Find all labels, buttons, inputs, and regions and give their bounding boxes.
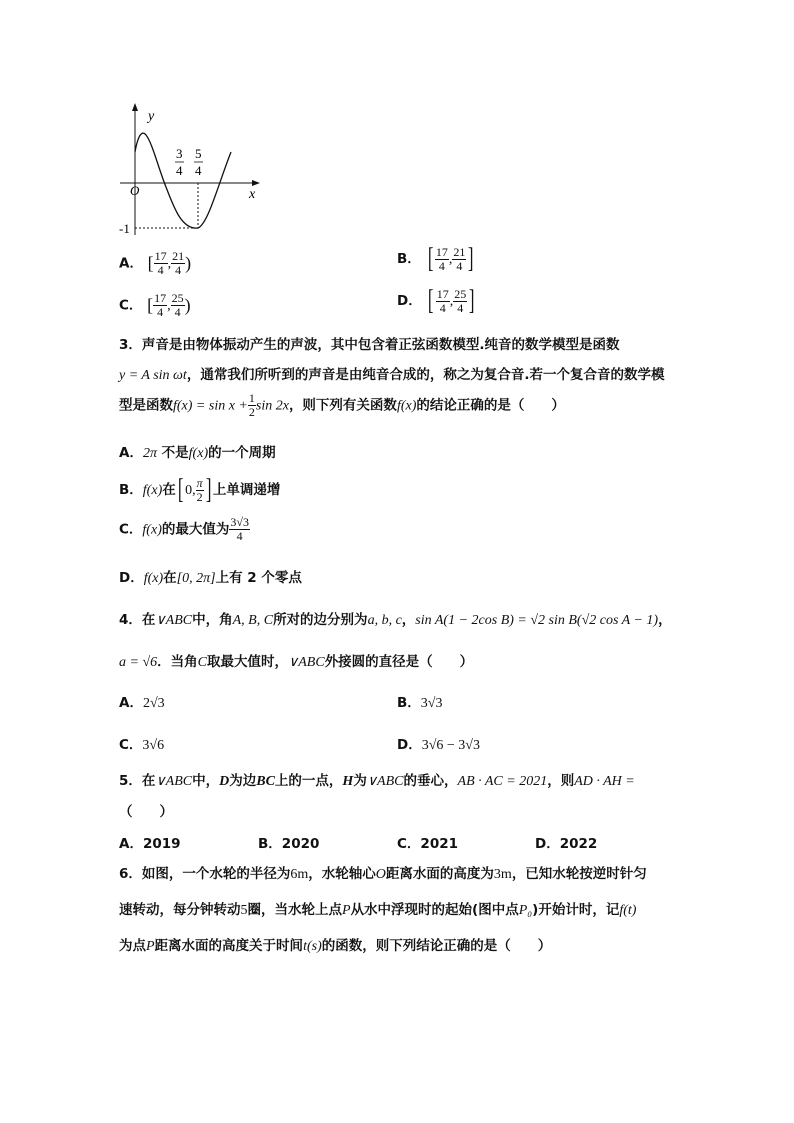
q3-option-b[interactable]: B．f(x)在[ 0, $\frac{\pi}{2}$ ] 上单调递增 <box>119 474 281 505</box>
q4-option-d[interactable]: D．3√6 − 3√3 <box>397 737 480 753</box>
y-axis-arrow <box>132 103 138 111</box>
q6-line3: 为点P距离水面的高度关于时间t(s)的函数，则下列结论正确的是（ ） <box>119 938 552 954</box>
tick-neg1-label: -1 <box>119 221 130 236</box>
q3-option-c[interactable]: C．f(x)的最大值为 $\frac{3√3}{4}$ <box>119 515 249 543</box>
x-axis-label: x <box>249 187 256 202</box>
frac2-den: 4 <box>195 163 202 178</box>
q4-option-a[interactable]: A．2√3 <box>119 695 165 711</box>
q3-option-d[interactable]: D．f(x)在[0, 2π]上有 2 个零点 <box>119 570 302 586</box>
frac1-num: 3 <box>176 146 183 161</box>
q3-line2: y = A sin ωt，通常我们所听到的声音是由纯音合成的，称之为复合音.若一个复合音的数学模 <box>119 367 665 383</box>
origin-label: O <box>130 183 140 198</box>
q5-option-b[interactable]: B．2020 <box>258 836 320 852</box>
q4-option-b[interactable]: B．3√3 <box>397 695 443 711</box>
q2-option-c[interactable]: C． [ $\frac{17}{4}$ , $\frac{25}{4}$ ) <box>119 291 191 319</box>
q5-option-c[interactable]: C．2021 <box>397 836 458 852</box>
q2-option-b[interactable]: B． [ $\frac{17}{4}$ , $\frac{21}{4}$ ] <box>397 243 474 274</box>
x-axis-arrow <box>252 180 260 186</box>
y-axis-label: y <box>148 109 155 124</box>
q3-line1: 3．声音是由物体振动产生的声波，其中包含着正弦函数模型.纯音的数学模型是函数 <box>119 337 620 353</box>
q4-line2: a = √6．当角C取最大值时，∨ABC外接圆的直径是（ ） <box>119 654 474 670</box>
q4-line1: 4．在∨ABC中，角A, B, C所对的边分别为a, b, c，sin A(1 − 2cos B) = √2 sin B(√2 cos A − 1)， <box>119 612 672 628</box>
q6-line1: 6．如图，一个水轮的半径为6m，水轮轴心O距离水面的高度为3m，已知水轮按逆时针匀 <box>119 866 647 882</box>
q4-option-c[interactable]: C．3√6 <box>119 737 165 753</box>
q5-option-d[interactable]: D．2022 <box>535 836 598 852</box>
q2-option-a[interactable]: A． [ $\frac{17}{4}$ , $\frac{21}{4}$ ) <box>119 249 192 277</box>
frac1-den: 4 <box>176 163 183 178</box>
frac2-num: 5 <box>195 146 202 161</box>
q5-line2: （ ） <box>119 804 173 820</box>
sine-graph <box>118 100 268 240</box>
q3-line3: 型是函数f(x) = sin x + $\frac{1}{2}$ sin 2x，则下列有关函数f(x)的结论正确的是（ ） <box>119 391 565 419</box>
q5-option-a[interactable]: A．2019 <box>119 836 181 852</box>
q2-option-d[interactable]: D． [ $\frac{17}{4}$ , $\frac{25}{4}$ ] <box>397 285 475 316</box>
q5-line1: 5．在∨ABC中，D为边BC上的一点，H为∨ABC的垂心，AB · AC = 2021，则AD · AH = <box>119 773 635 789</box>
q3-option-a[interactable]: A．2π 不是f(x)的一个周期 <box>119 445 276 461</box>
q6-line2: 速转动，每分钟转动5圈，当水轮上点P从水中浮现时的起始(图中点P₀)开始计时，记f(t) <box>119 902 637 918</box>
sine-curve <box>135 133 231 228</box>
